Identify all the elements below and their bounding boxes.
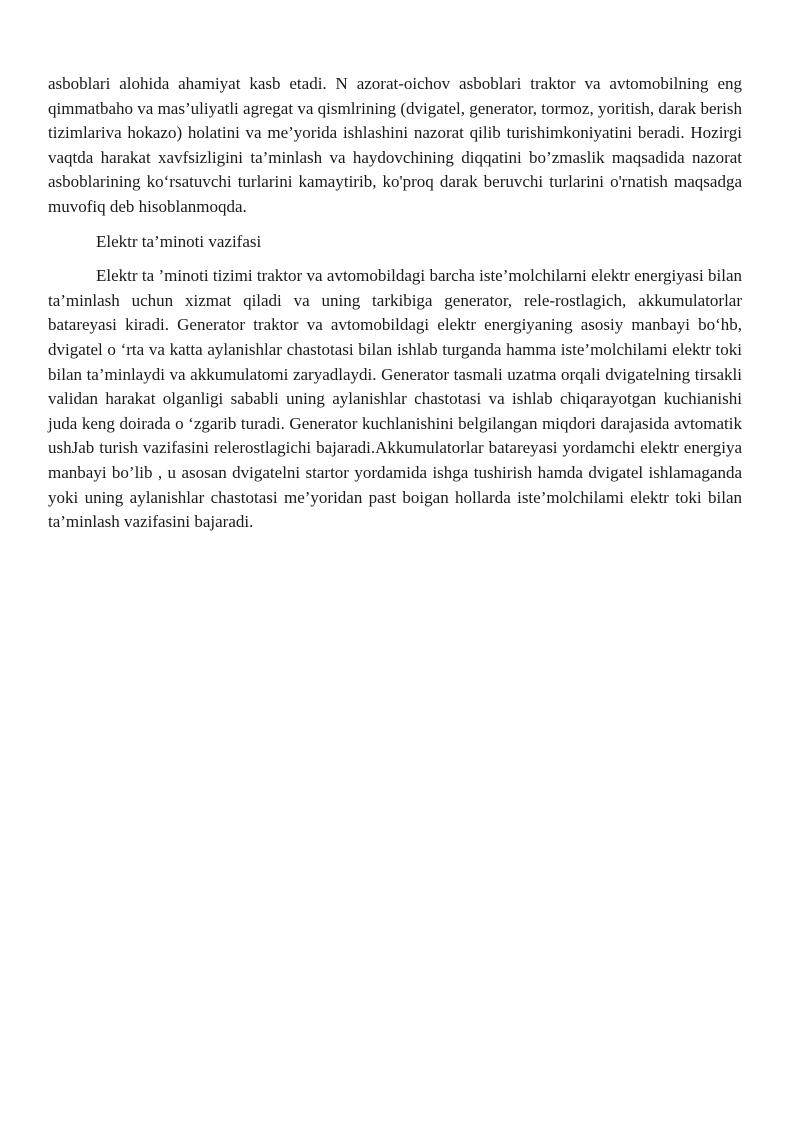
section-heading: Elektr ta’minoti vazifasi <box>96 231 262 251</box>
body-paragraph-1: asboblari alohida ahamiyat kasb etadi. N azorat-oichov asboblari traktor va avtomobilning eng qimmatbaho va mas’uliyatli agregat va qismlrining (dvigatel, generator, tormoz, yoritish, darak berish tizimlariva hokazo) holatini va me’yorida ishlashini nazorat qilib turishimkoniyatini beradi. Hozirgi vaqtda harakat xavfsizligini ta’minlash va haydovchining diqqatini bo’zmaslik maqsadida nazorat asboblarining ko‘rsatuvchi turlarini kamaytirib, ko'proq darak beruvchi turlarini o'rnatish maqsadga muvofiq deb hisoblanmoqda. <box>48 74 742 216</box>
document-page <box>48 72 742 535</box>
body-paragraph-2: Elektr ta ’minoti tizimi traktor va avtomobildagi barcha iste’molchilarni elektr energiyasi bilan ta’minlash uchun xizmat qiladi va uning tarkibiga generator, rele-rostlagich, akkumulatorlar batareyasi kiradi. Generator traktor va avtomobildagi elektr energiyaning asosiy manbayi bo‘hb, dvigatel o ‘rta va katta aylanishlar chastotasi bilan ishlab turganda hamma iste’molchilami elektr toki bilan ta’minlaydi va akkumulatomi zaryadlaydi. Generator tasmali uzatma orqali dvigatelning tirsakli validan harakat olganligi sababli uning aylanishlar chastotasi va ishlab chiqarayotgan kuchianishi juda keng doirada o ‘zgarib turadi. Generator kuchlanishini belgilangan miqdori darajasida avtomatik ushJab turish vazifasini relerostlagichi bajaradi.Akkumulatorlar batareyasi yordamchi elektr energiya manbayi bo’lib , u asosan dvigatelni startor yordamida ishga tushirish hamda dvigatel ishlamaganda yoki uning aylanishlar chastotasi me’yoridan past boigan hollarda iste’molchilami elektr toki bilan ta’minlash vazifasini bajaradi. <box>48 266 742 532</box>
